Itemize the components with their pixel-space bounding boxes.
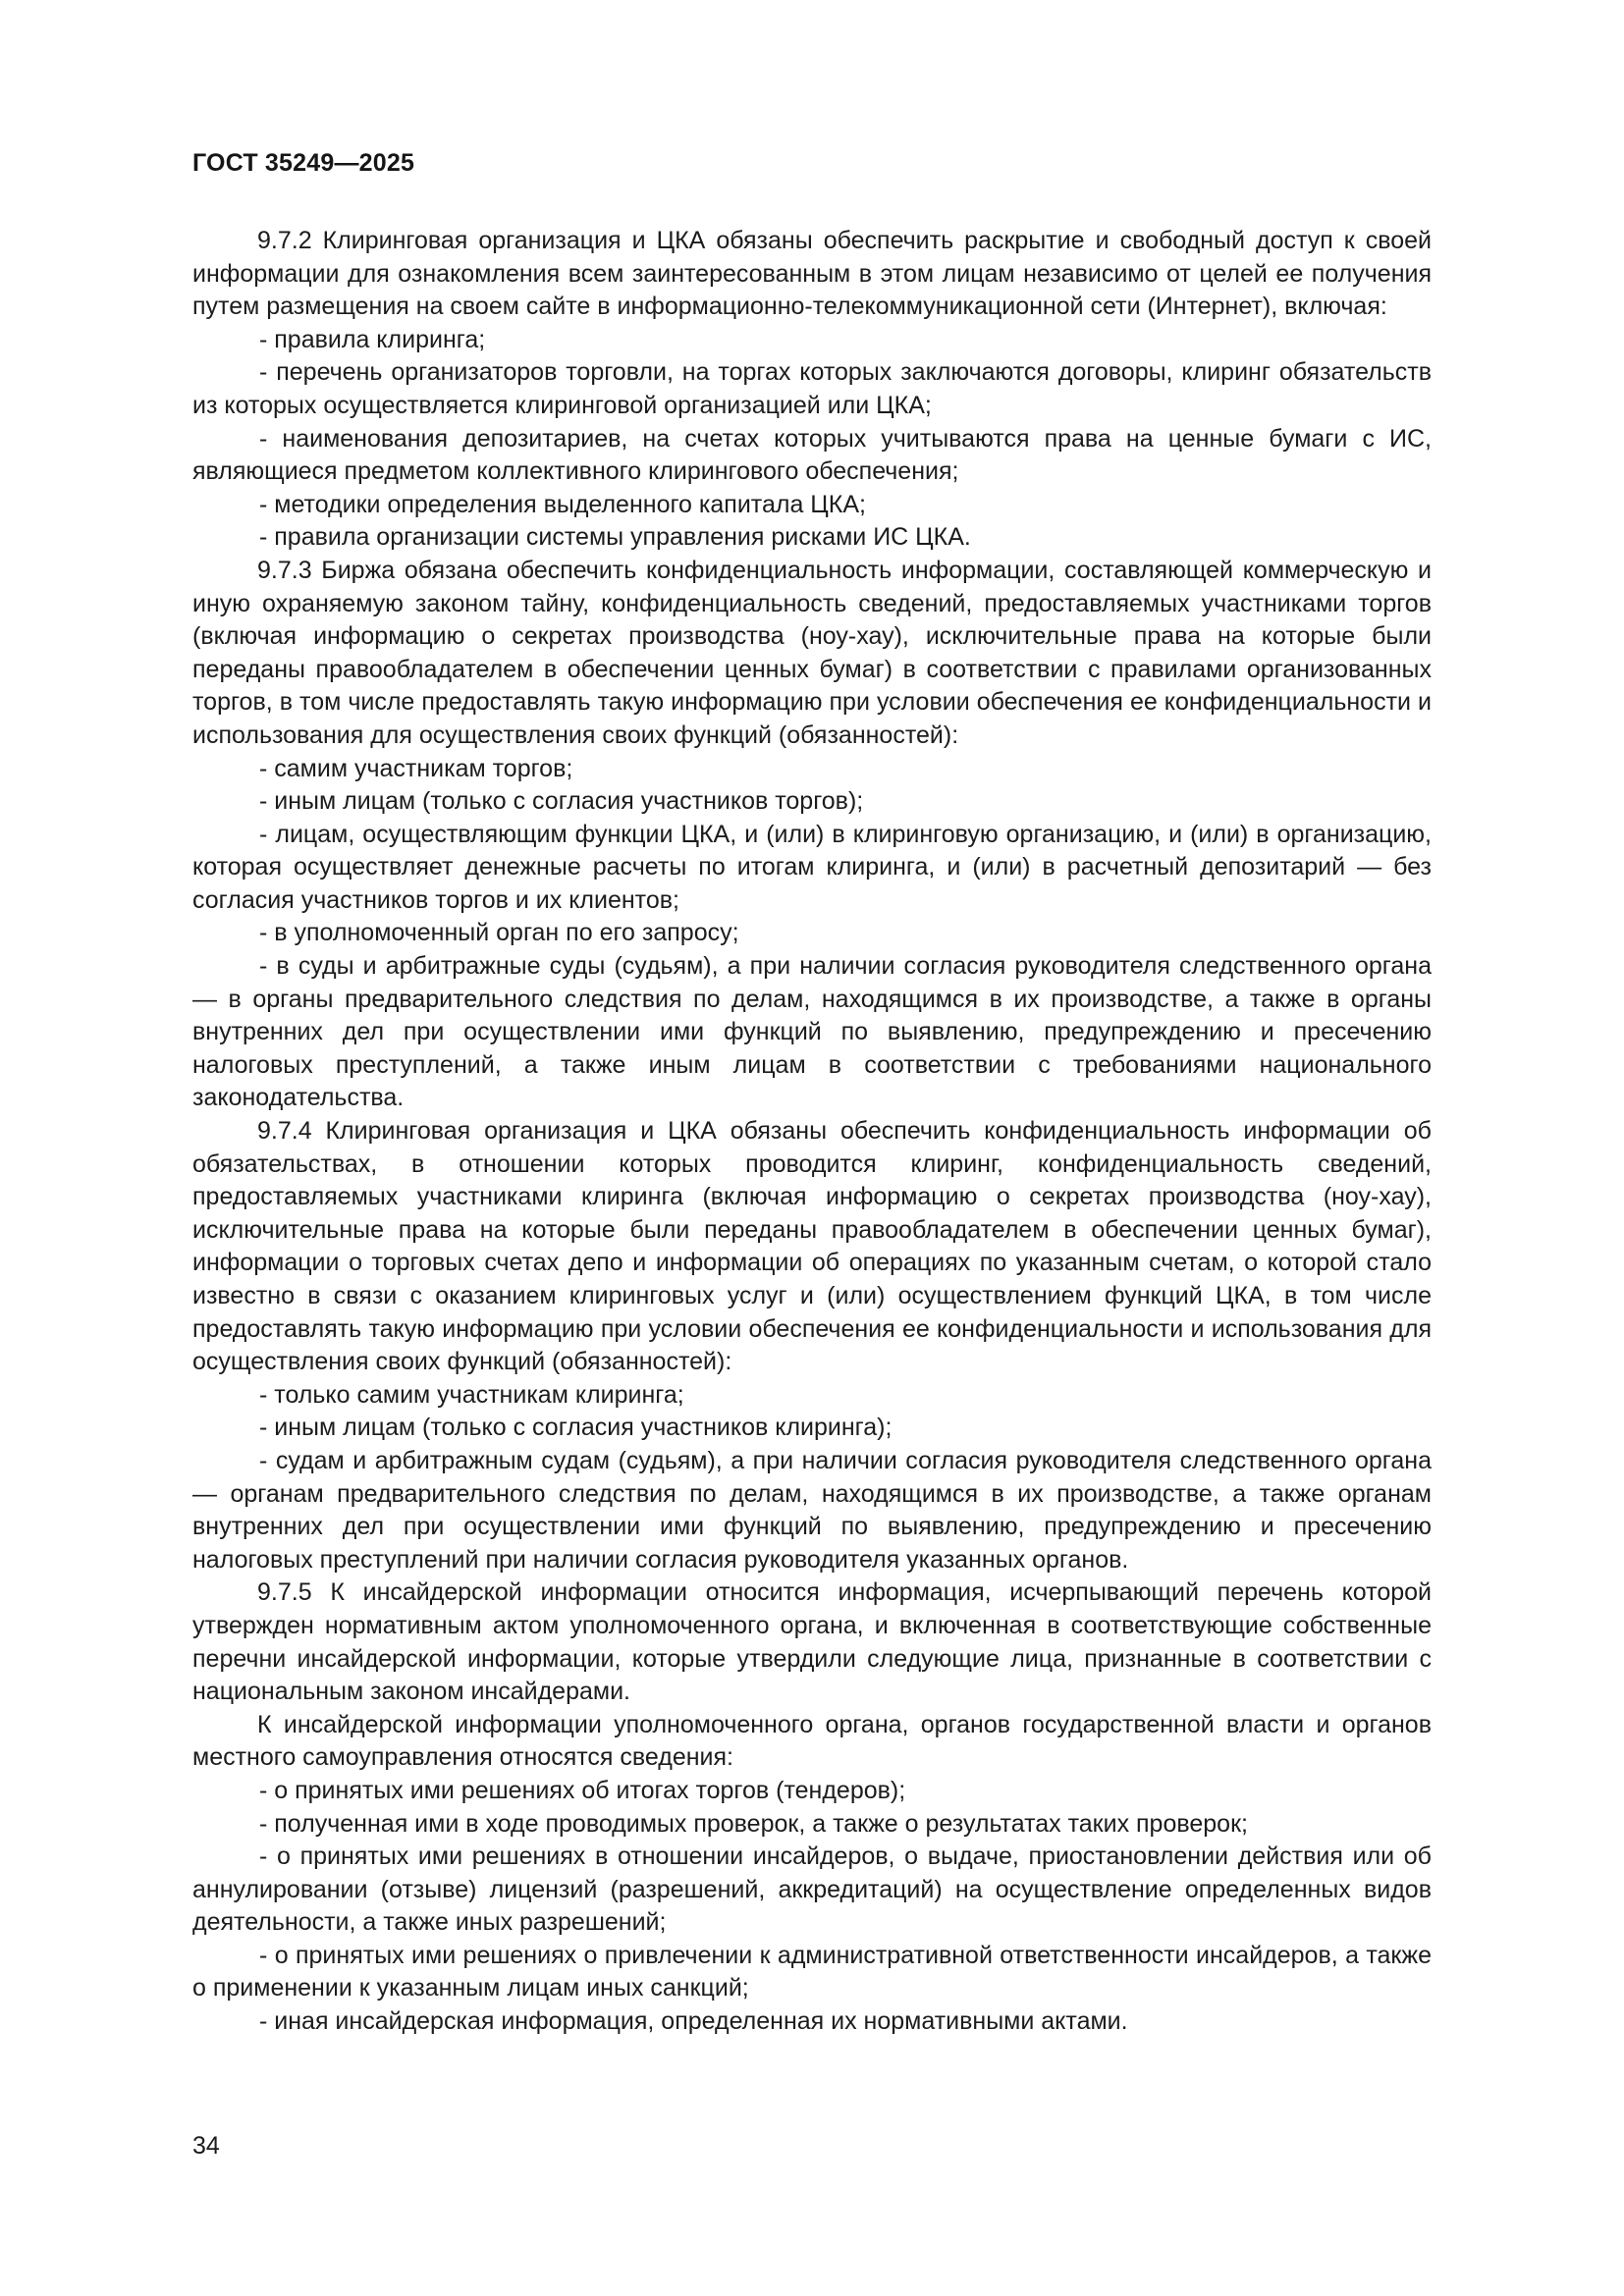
- list-item: - о принятых ими решениях о привлечении к административной ответственности инсайдеров, а также о применении к указанным лицам иных санкций;: [192, 1941, 1432, 2002]
- list-item: - правила клиринга;: [259, 325, 486, 353]
- document-code-header: ГОСТ 35249—2025: [192, 149, 415, 177]
- list-item: - о принятых ими решениях об итогах торгов (тендеров);: [259, 1776, 906, 1804]
- list-item: - судам и арбитражным судам (судьям), а при наличии согласия руководителя следственного органа — органам предварительного следствия по делам, находящимся в их производстве, а также органам внутренних дел при осуществлении ими функций по выявлению, предупреждению и пресечению налоговых преступлений при наличии согласия руководителя указанных органов.: [192, 1446, 1432, 1574]
- list-item: - методики определения выделенного капитала ЦКА;: [259, 490, 866, 518]
- list-item: - полученная ими в ходе проводимых проверок, а также о результатах таких проверок;: [259, 1809, 1248, 1838]
- paragraph-9-7-5: 9.7.5 К инсайдерской информации относится информация, исчерпывающий перечень которой утвержден нормативным актом уполномоченного органа, и включенная в соответствующие собственные перечни инсайдерской информации, которые утвердили следующие лица, признанные в соответствии с национальным законом инсайдерами.: [192, 1578, 1432, 1706]
- list-item: - наименования депозитариев, на счетах которых учитываются права на ценные бумаги с ИС, являющиеся предметом коллективного клирингового обеспечения;: [192, 424, 1432, 486]
- list-item: - иным лицам (только с согласия участников клиринга);: [259, 1414, 893, 1442]
- paragraph-insider-info-authorities: К инсайдерской информации уполномоченного органа, органов государственной власти и органов местного самоуправления относятся сведения:: [192, 1710, 1432, 1772]
- list-item: - о принятых ими решениях в отношении инсайдеров, о выдаче, приостановлении действия или об аннулировании (отзыве) лицензий (разрешений, аккредитаций) на осуществление определенных видов деятельности, а также иных разрешений;: [192, 1842, 1432, 1937]
- paragraph-9-7-3: 9.7.3 Биржа обязана обеспечить конфиденциальность информации, составляющей коммерческую и иную охраняемую законом тайну, конфиденциальность сведений, предоставляемых участниками торгов (включая информацию о секретах производства (ноу-хау), исключительные права на которые были переданы правообладателем в обеспечении ценных бумаг) в соответствии с правилами организованных торгов, в том числе предоставлять такую информацию при условии обеспечения ее конфиденциальности и использования для осуществления своих функций (обязанностей):: [192, 556, 1432, 749]
- paragraph-9-7-2: 9.7.2 Клиринговая организация и ЦКА обязаны обеспечить раскрытие и свободный доступ к своей информации для ознакомления всем заинтересованным в этом лицам независимо от целей ее получения путем размещения на своем сайте в информационно-телекоммуникационной сети (Интернет), включая:: [192, 227, 1432, 321]
- document-body: [192, 225, 1432, 2039]
- list-item: - правила организации системы управления рисками ИС ЦКА.: [259, 523, 971, 552]
- list-item: - в суды и арбитражные суды (судьям), а при наличии согласия руководителя следственного органа — в органы предварительного следствия по делам, находящимся в их производстве, а также в органы внутренних дел при осуществлении ими функций по выявлению, предупреждению и пресечению налоговых преступлений, а также иным лицам в соответствии с требованиями национального законодательства.: [192, 952, 1432, 1112]
- list-item: - иным лицам (только с согласия участников торгов);: [259, 787, 864, 816]
- paragraph-9-7-4: 9.7.4 Клиринговая организация и ЦКА обязаны обеспечить конфиденциальность информации об обязательствах, в отношении которых проводится клиринг, конфиденциальность сведений, предоставляемых участниками клиринга (включая информацию о секретах производства (ноу-хау), исключительные права на которые были переданы правообладателем в обеспечении ценных бумаг), информации о торговых счетах депо и информации об операциях по указанным счетам, о которой стало известно в связи с оказанием клиринговых услуг и (или) осуществлением функций ЦКА, в том числе предоставлять такую информацию при условии обеспечения ее конфиденциальности и использования для осуществления своих функций (обязанностей):: [192, 1117, 1432, 1376]
- list-item: - только самим участникам клиринга;: [259, 1380, 684, 1409]
- list-item: - перечень организаторов торговли, на торгах которых заключаются договоры, клиринг обязательств из которых осуществляется клиринговой организацией или ЦКА;: [192, 358, 1432, 419]
- list-item: - в уполномоченный орган по его запросу;: [259, 919, 739, 947]
- list-item: - самим участникам торгов;: [259, 754, 573, 782]
- page-number: 34: [192, 2132, 220, 2160]
- list-item: - иная инсайдерская информация, определенная их нормативными актами.: [259, 2007, 1128, 2036]
- list-item: - лицам, осуществляющим функции ЦКА, и (или) в клиринговую организацию, и (или) в организацию, которая осуществляет денежные расчеты по итогам клиринга, и (или) в расчетный депозитарий — без согласия участников торгов и их клиентов;: [192, 820, 1432, 914]
